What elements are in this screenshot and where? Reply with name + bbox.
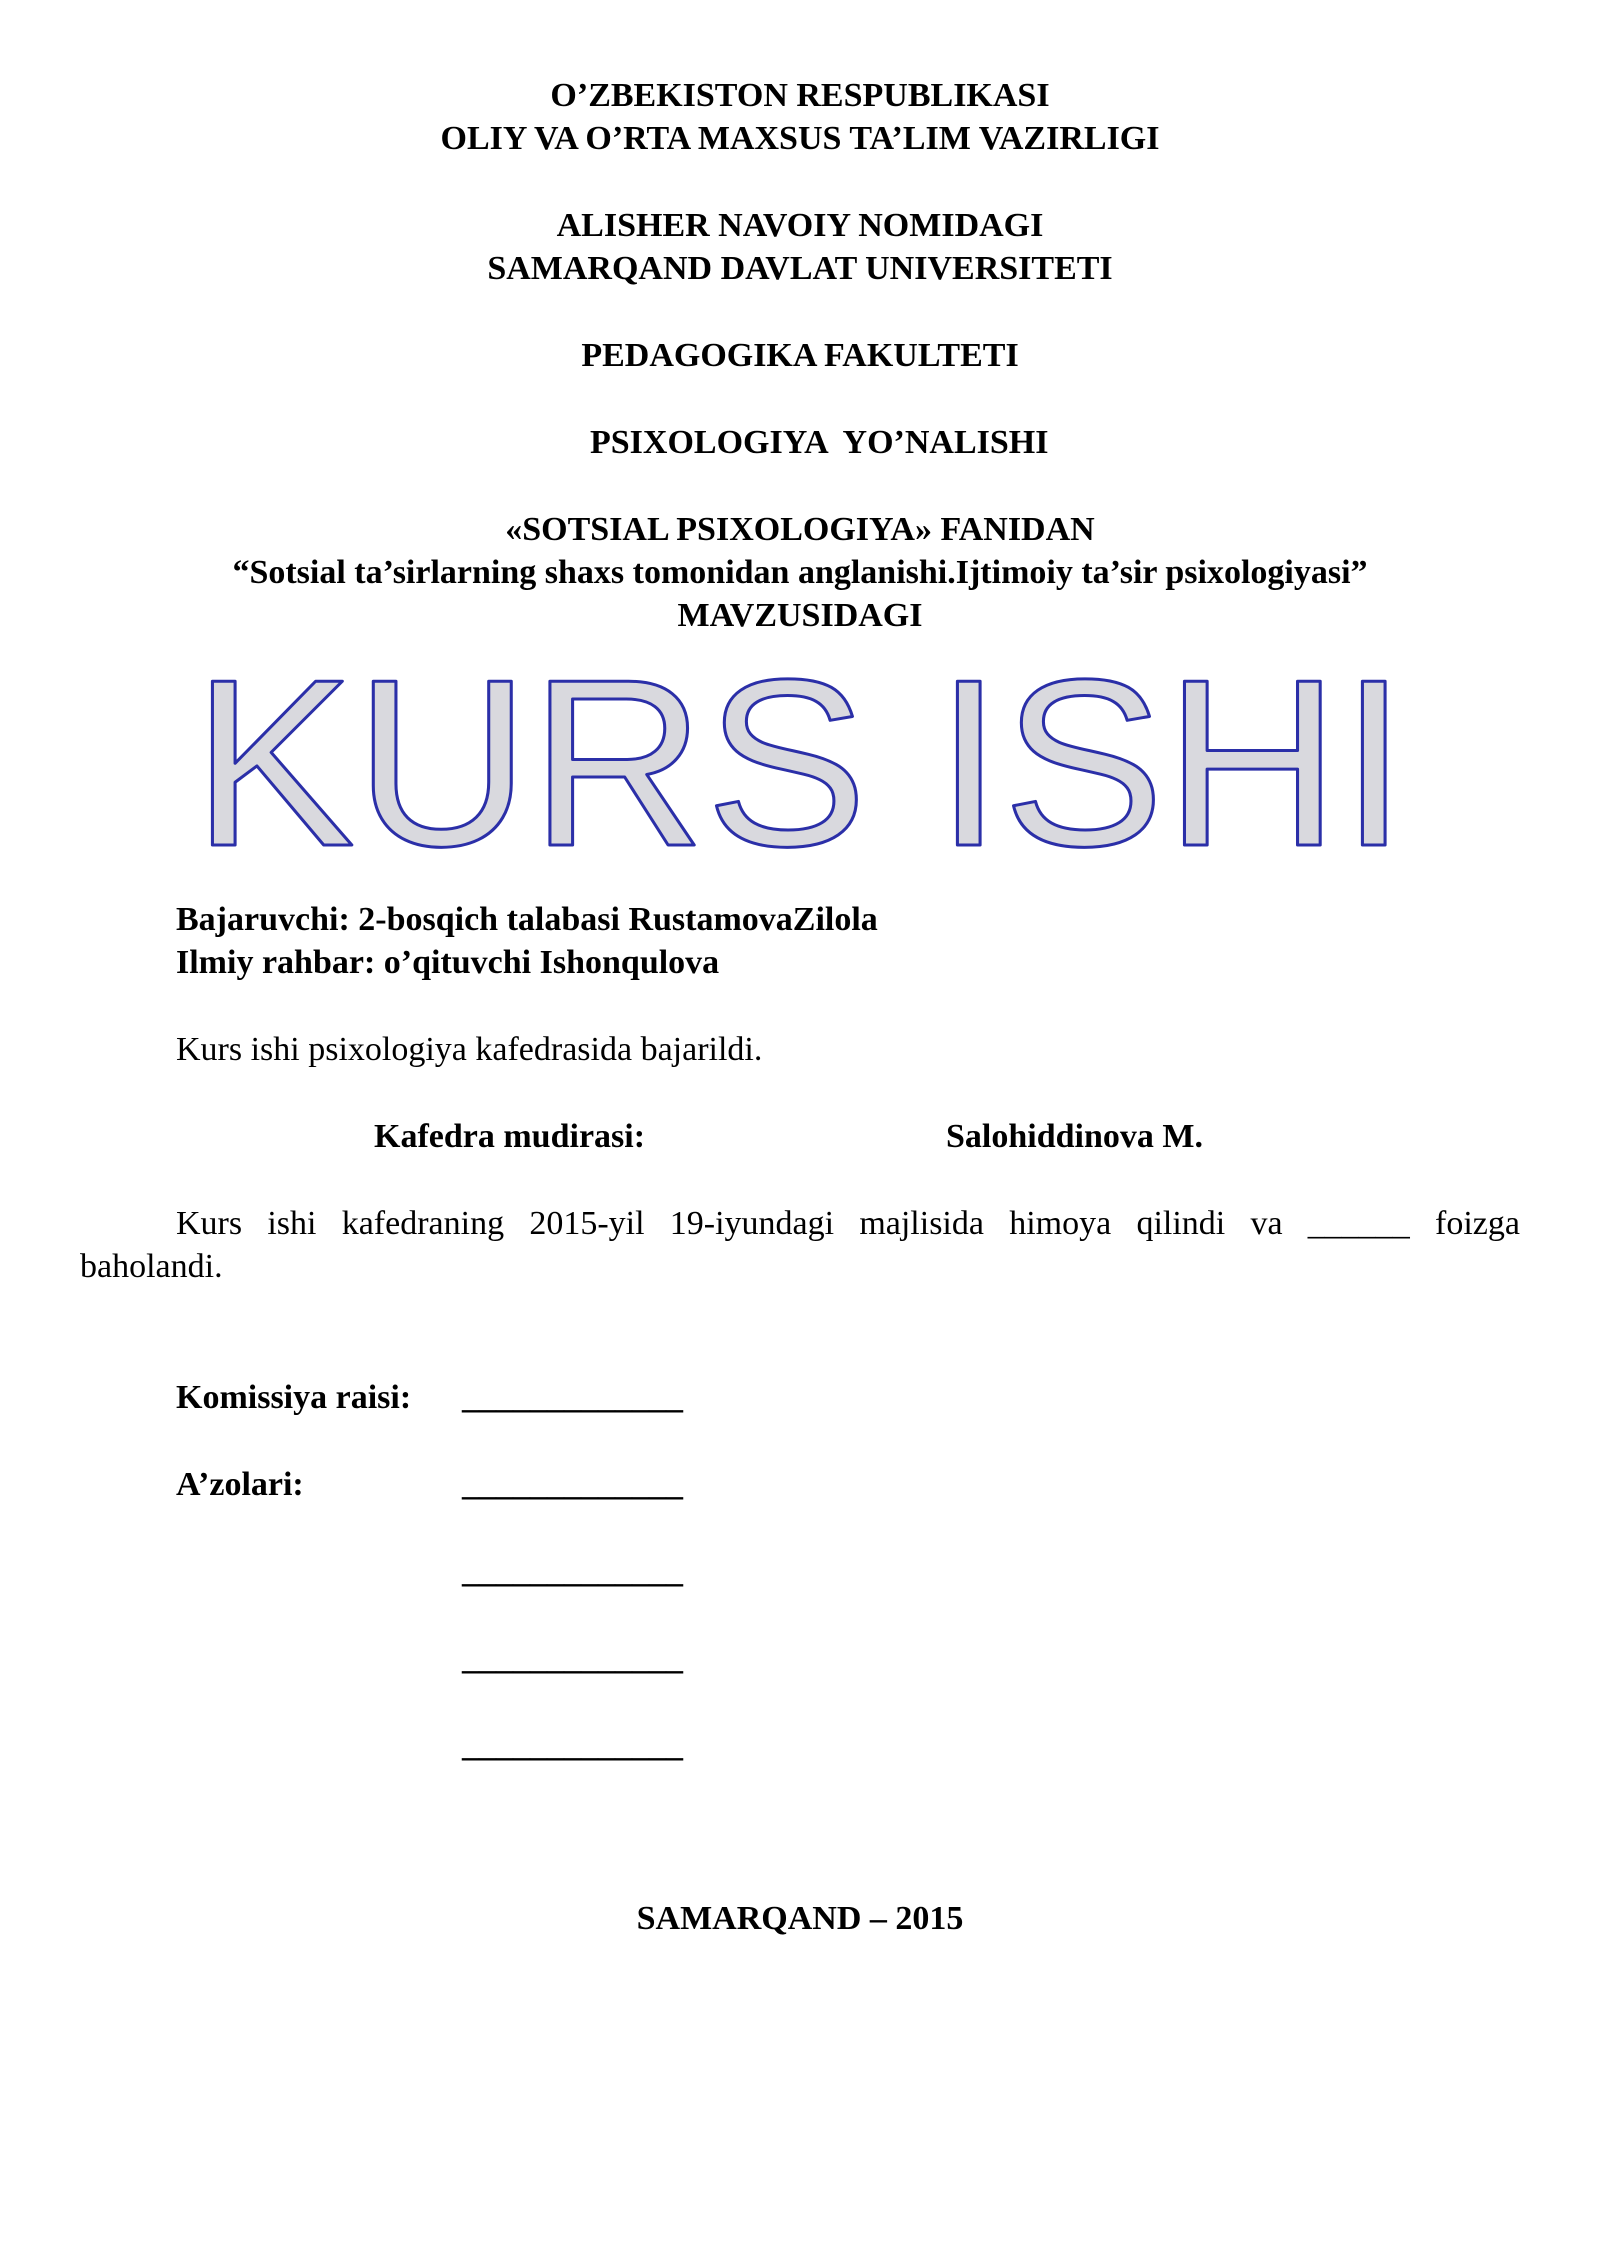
ministry-heading: OLIY VA O’RTA MAXSUS TA’LIM VAZIRLIGI: [440, 120, 1160, 157]
university-heading-line1: ALISHER NAVOIY NOMIDAGI: [556, 207, 1044, 244]
head-name: Salohiddinova M.: [946, 1118, 1203, 1155]
university-heading-line2: SAMARQAND DAVLAT UNIVERSITETI: [487, 250, 1113, 287]
direction-heading: PSIXOLOGIYA YO’NALISHI: [590, 424, 1049, 461]
supervisor-line: Ilmiy rahbar: o’qituvchi Ishonqulova: [176, 944, 720, 981]
republic-heading: O’ZBEKISTON RESPUBLIKASI: [550, 77, 1050, 114]
kurs-ishi-text: KURS ISHI: [192, 640, 1408, 870]
place-year-footer: SAMARQAND – 2015: [636, 1900, 964, 1937]
kurs-ishi-wordart: [0, 640, 1600, 870]
defense-line1: Kurs ishi kafedraning 2015-yil 19-iyundagi majlisida himoya qilindi va ______ foizga: [176, 1205, 1520, 1242]
kurs-ishi-title: [0, 640, 1600, 870]
member-signature-line: _____________: [462, 1466, 683, 1503]
commission-chair-signature-line: _____________: [462, 1379, 683, 1416]
member-signature-line: _____________: [462, 1640, 683, 1677]
defense-line2: baholandi.: [80, 1248, 223, 1285]
performer-line: Bajaruvchi: 2-bosqich talabasi RustamovaZilola: [176, 901, 878, 938]
defense-paragraph: [80, 1202, 1520, 1288]
member-signature-line: _____________: [462, 1553, 683, 1590]
topic-suffix: MAVZUSIDAGI: [677, 597, 923, 634]
member-signature-line: _____________: [462, 1727, 683, 1764]
head-label: Kafedra mudirasi:: [374, 1118, 646, 1155]
commission-chair-label: Komissiya raisi:: [176, 1379, 412, 1416]
commission-members-label: A’zolari:: [176, 1466, 304, 1503]
topic-heading: “Sotsial ta’sirlarning shaxs tomonidan anglanishi.Ijtimoiy ta’sir psixologiyasi”: [232, 554, 1368, 591]
faculty-heading: PEDAGOGIKA FAKULTETI: [581, 337, 1019, 374]
discipline-heading: «SOTSIAL PSIXOLOGIYA» FANIDAN: [505, 511, 1095, 548]
completion-note: Kurs ishi psixologiya kafedrasida bajarildi.: [176, 1031, 763, 1068]
